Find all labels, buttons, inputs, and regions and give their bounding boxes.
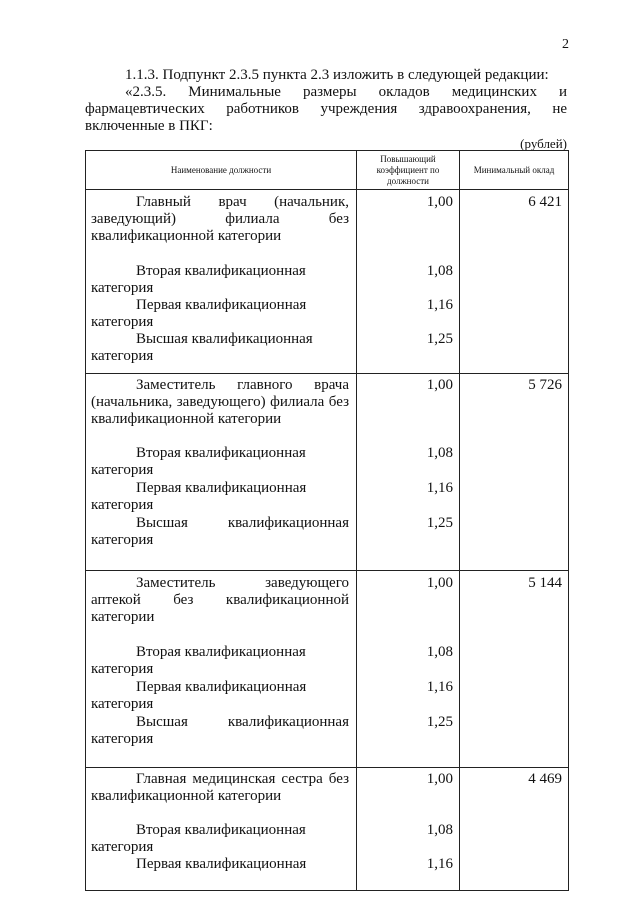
sub-coefficient-value: 1,16 bbox=[426, 679, 453, 695]
sub-position-name: Вторая квалификационная категория bbox=[91, 445, 306, 478]
coefficient-value: 1,00 bbox=[426, 771, 453, 787]
sub-position-name: Высшая квалификационная категория bbox=[91, 515, 349, 548]
table-group-row bbox=[86, 190, 568, 374]
table-header bbox=[86, 151, 568, 190]
table-group-row bbox=[86, 768, 568, 891]
position-title: Главная медицинская сестра без квалификационной категории bbox=[91, 771, 349, 804]
sub-coefficient-value: 1,25 bbox=[426, 331, 453, 347]
sub-coefficient-value: 1,16 bbox=[426, 297, 453, 313]
sub-position-name: Первая квалификационная категория bbox=[91, 679, 307, 712]
unit-label: (рублей) bbox=[520, 136, 567, 151]
coefficient-value: 1,00 bbox=[426, 575, 453, 591]
position-cell bbox=[86, 768, 356, 890]
salary-cell bbox=[459, 190, 568, 373]
header-coefficient: Повышающий коэффициент по должности bbox=[356, 151, 459, 189]
sub-position-name: Вторая квалификационная категория bbox=[91, 644, 306, 677]
position-cell bbox=[86, 190, 356, 373]
salary-cell bbox=[459, 571, 568, 767]
coefficient-value: 1,00 bbox=[426, 377, 453, 393]
coefficient-cell bbox=[356, 571, 459, 767]
salary-value: 5 726 bbox=[528, 377, 562, 393]
position-title: Главный врач (начальник, заведующий) филиала без квалификационной категории bbox=[91, 194, 349, 244]
sub-position-name: Высшая квалификационная категория bbox=[91, 714, 349, 747]
salary-table bbox=[85, 150, 569, 891]
salary-value: 5 144 bbox=[528, 575, 562, 591]
sub-position-name: Первая квалификационная bbox=[136, 856, 307, 872]
coefficient-cell bbox=[356, 374, 459, 570]
sub-coefficient-value: 1,25 bbox=[426, 515, 453, 531]
sub-coefficient-value: 1,08 bbox=[426, 644, 453, 660]
salary-cell bbox=[459, 374, 568, 570]
salary-value: 4 469 bbox=[528, 771, 562, 787]
coefficient-cell bbox=[356, 768, 459, 890]
coefficient-value: 1,00 bbox=[426, 194, 453, 210]
intro-text bbox=[85, 67, 567, 135]
position-cell bbox=[86, 374, 356, 570]
sub-coefficient-value: 1,08 bbox=[426, 822, 453, 838]
header-position: Наименование должности bbox=[170, 164, 272, 175]
salary-cell bbox=[459, 768, 568, 890]
position-cell bbox=[86, 571, 356, 767]
sub-position-name: Первая квалификационная категория bbox=[91, 480, 307, 513]
position-title: Заместитель главного врача (начальника, заведующего) филиала без квалификационной категории bbox=[91, 377, 349, 427]
table-group-row bbox=[86, 571, 568, 768]
header-salary: Минимальный оклад bbox=[459, 151, 568, 189]
sub-position-name: Первая квалификационная категория bbox=[91, 297, 307, 330]
page-number: 2 bbox=[562, 37, 569, 52]
sub-coefficient-value: 1,16 bbox=[426, 856, 453, 872]
intro-line-2: «2.3.5. Минимальные размеры окладов медицинских и фармацевтических работников учреждения здравоохранения, не включенные в ПКГ: bbox=[85, 84, 567, 134]
salary-value: 6 421 bbox=[528, 194, 562, 210]
sub-coefficient-value: 1,08 bbox=[426, 263, 453, 279]
sub-coefficient-value: 1,16 bbox=[426, 480, 453, 496]
coefficient-cell bbox=[356, 190, 459, 373]
sub-position-name: Вторая квалификационная категория bbox=[91, 822, 306, 855]
table-group-row bbox=[86, 374, 568, 571]
sub-position-name: Высшая квалификационная категория bbox=[91, 331, 313, 364]
intro-line-1: 1.1.3. Подпункт 2.3.5 пункта 2.3 изложить в следующей редакции: bbox=[125, 67, 549, 83]
position-title: Заместитель заведующего аптекой без квалификационной категории bbox=[91, 575, 349, 625]
sub-coefficient-value: 1,08 bbox=[426, 445, 453, 461]
sub-position-name: Вторая квалификационная категория bbox=[91, 263, 306, 296]
sub-coefficient-value: 1,25 bbox=[426, 714, 453, 730]
